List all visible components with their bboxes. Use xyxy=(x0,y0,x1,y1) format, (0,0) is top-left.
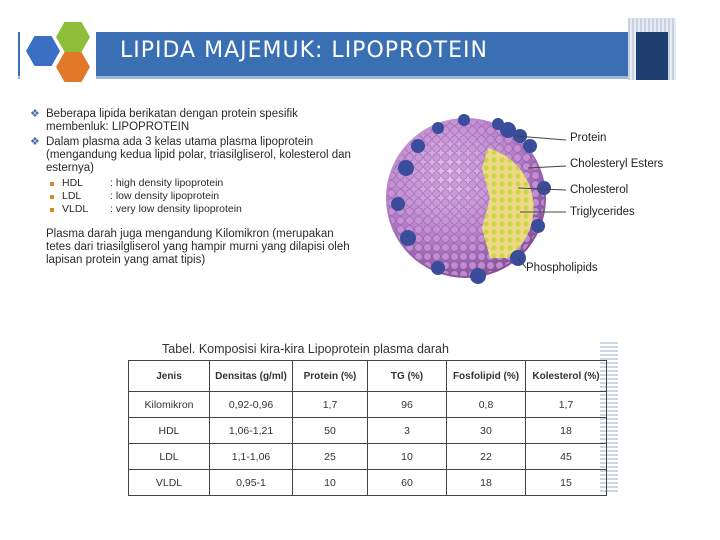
bullet-item xyxy=(28,108,360,134)
table-cell: 50 xyxy=(293,418,368,444)
orange-hexagon-icon xyxy=(56,52,90,82)
table-cell: VLDL xyxy=(129,470,210,496)
title-bar-stripe xyxy=(18,76,676,79)
table-cell: Kilomikron xyxy=(129,392,210,418)
label-triglycerides: Triglycerides xyxy=(570,206,635,218)
table-row xyxy=(129,392,607,418)
table-cell: 0,92-0,96 xyxy=(210,392,293,418)
square-bullet-icon xyxy=(50,208,54,212)
table-cell: LDL xyxy=(129,444,210,470)
table-cell: 18 xyxy=(526,418,607,444)
page-title: LIPIDA MAJEMUK: LIPOPROTEIN xyxy=(120,38,488,63)
table-cell: 1,1-1,06 xyxy=(210,444,293,470)
square-bullet-icon xyxy=(50,182,54,186)
table-cell: 25 xyxy=(293,444,368,470)
table-cell: HDL xyxy=(129,418,210,444)
chylomicron-paragraph: Plasma darah juga mengandung Kilomikron (merupakan tetes dari triasilgliserol yang hampir murni yang dilapisi oleh lapisan protein yang amat tipis) xyxy=(46,228,350,266)
table-cell: 1,7 xyxy=(293,392,368,418)
green-hexagon-icon xyxy=(56,22,90,52)
label-protein: Protein xyxy=(570,132,607,144)
sub-item-ldl xyxy=(28,190,360,203)
col-header-kolesterol: Kolesterol (%) xyxy=(526,361,607,392)
table-cell: 60 xyxy=(368,470,447,496)
table-cell: 96 xyxy=(368,392,447,418)
table-cell: 22 xyxy=(447,444,526,470)
sub-item-abbr: LDL xyxy=(62,190,82,202)
table-row xyxy=(129,470,607,496)
label-cholesterol: Cholesterol xyxy=(570,184,629,196)
bullet-item xyxy=(28,136,360,175)
composition-table xyxy=(128,360,607,496)
sub-item-desc: : low density lipoprotein xyxy=(110,190,220,202)
table-cell: 1,7 xyxy=(526,392,607,418)
label-cholesteryl-esters: Cholesteryl Esters xyxy=(570,158,664,170)
table-row xyxy=(129,444,607,470)
sub-item-desc: : high density lipoprotein xyxy=(110,177,224,189)
sub-item-hdl xyxy=(28,177,360,190)
hexagon-logo xyxy=(20,20,96,82)
col-header-tg: TG (%) xyxy=(368,361,447,392)
col-header-fosfolipid: Fosfolipid (%) xyxy=(447,361,526,392)
lipoprotein-particle-image xyxy=(378,108,658,284)
table-header-row xyxy=(129,361,607,392)
sub-item-vldl xyxy=(28,203,360,216)
table-cell: 0,8 xyxy=(447,392,526,418)
sub-item-abbr: HDL xyxy=(62,177,84,189)
table-cell: 18 xyxy=(447,470,526,496)
table-cell: 3 xyxy=(368,418,447,444)
table-cell: 45 xyxy=(526,444,607,470)
bullet-list xyxy=(28,108,360,267)
sub-item-desc: : very low density lipoprotein xyxy=(110,203,242,215)
diamond-bullet-icon: ❖ xyxy=(30,136,40,148)
table-cell: 10 xyxy=(293,470,368,496)
bullet-text: Beberapa lipida berikatan dengan protein spesifik membenluk: LIPOPROTEIN xyxy=(46,108,298,133)
table-row xyxy=(129,418,607,444)
table-cell: 1,06-1,21 xyxy=(210,418,293,444)
col-header-jenis: Jenis xyxy=(129,361,210,392)
col-header-densitas: Densitas (g/ml) xyxy=(210,361,293,392)
table-cell: 30 xyxy=(447,418,526,444)
table-cell: 15 xyxy=(526,470,607,496)
sub-item-abbr: VLDL xyxy=(62,203,89,215)
table-caption: Tabel. Komposisi kira-kira Lipoprotein plasma darah xyxy=(162,342,449,356)
col-header-protein: Protein (%) xyxy=(293,361,368,392)
table-cell: 10 xyxy=(368,444,447,470)
title-bar-decoration xyxy=(628,18,676,80)
bullet-text: Dalam plasma ada 3 kelas utama plasma lipoprotein (mengandung kedua lipid polar, triasilgliserol, kolesterol dan esternya) xyxy=(46,136,351,174)
table-cell: 0,95-1 xyxy=(210,470,293,496)
diamond-bullet-icon: ❖ xyxy=(30,108,40,120)
square-bullet-icon xyxy=(50,195,54,199)
lipoprotein-illustration xyxy=(378,108,664,284)
blue-hexagon-icon xyxy=(26,36,60,66)
label-phospholipids: Phospholipids xyxy=(526,262,598,274)
